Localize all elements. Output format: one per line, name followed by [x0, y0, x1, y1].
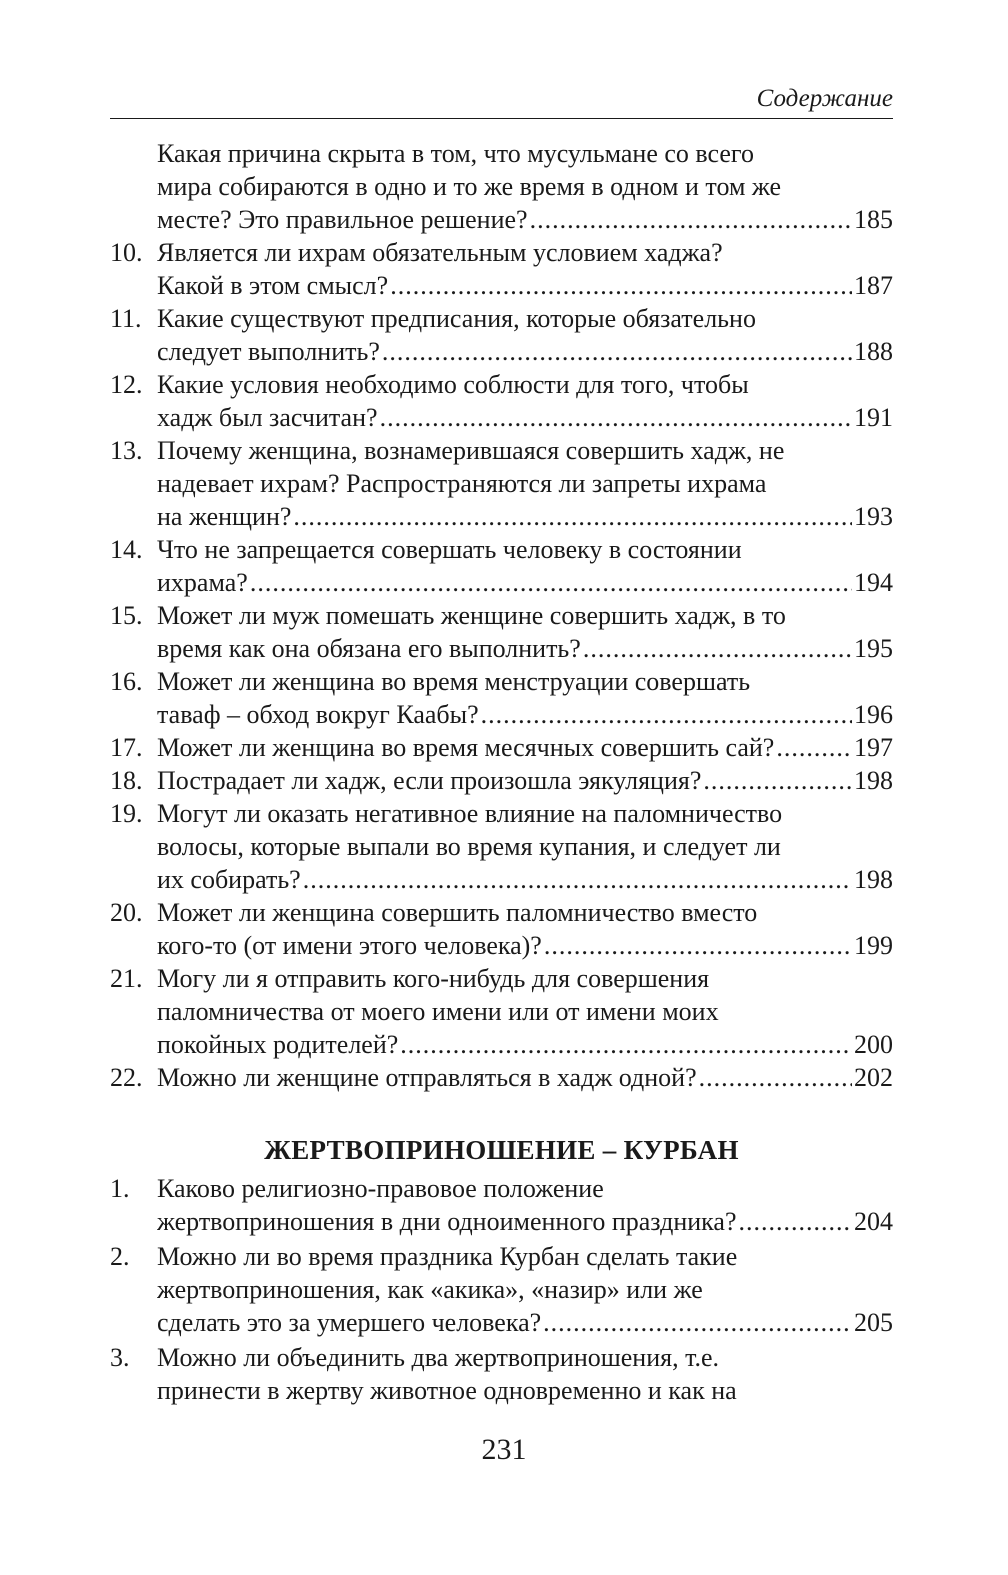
toc-entry-line — [157, 863, 893, 896]
toc-entry-line — [157, 698, 893, 731]
toc-entry-line: Какие условия необходимо соблюсти для того, чтобы — [157, 370, 749, 399]
toc-entry-number: 15. — [110, 601, 143, 630]
toc-entry-number: 3. — [110, 1343, 130, 1372]
toc-entry-number: 21. — [110, 964, 143, 993]
toc-entry-line: Могут ли оказать негативное влияние на паломничество — [157, 799, 783, 828]
toc-entry-number: 14. — [110, 535, 143, 564]
toc-entry-number: 22. — [110, 1063, 143, 1092]
toc-entry-number: 20. — [110, 898, 143, 927]
header-rule — [110, 118, 893, 119]
toc-entry-text: кого-то (от имени этого человека)? — [157, 931, 542, 960]
toc-entry — [110, 1341, 893, 1407]
toc-entry — [110, 236, 893, 302]
toc-entry-text: их собирать? — [157, 865, 301, 894]
toc-entry-line: Какие существуют предписания, которые обязательно — [157, 304, 756, 333]
toc-entry-line — [157, 269, 893, 302]
toc-entry-text: жертвоприношения в дни одноименного праздника? — [157, 1207, 737, 1236]
toc-page-number: 196 — [854, 700, 893, 729]
toc-entry-number: 16. — [110, 667, 143, 696]
toc-entry-line: Можно ли объединить два жертвоприношения, т.е. — [157, 1343, 720, 1372]
toc-entry-text: на женщин? — [157, 502, 292, 531]
toc-entry-line — [157, 401, 893, 434]
toc-page-number: 205 — [854, 1308, 893, 1337]
toc-entry — [110, 1061, 893, 1094]
toc-entry-line: Может ли муж помешать женщине совершить хадж, в то — [157, 601, 786, 630]
dot-leader — [390, 269, 852, 302]
toc-entry-number: 11. — [110, 304, 142, 333]
toc-entry-line: Может ли женщина совершить паломничество вместо — [157, 898, 758, 927]
toc-page-number: 198 — [854, 865, 893, 894]
toc-entry-line: Является ли ихрам обязательным условием хаджа? — [157, 238, 723, 267]
dot-leader — [583, 632, 852, 665]
toc-entry-line: Почему женщина, вознамерившаяся совершить хадж, не — [157, 436, 785, 465]
toc-page-number: 185 — [854, 205, 893, 234]
toc-entry — [110, 764, 893, 797]
section-title: ЖЕРТВОПРИНОШЕНИЕ – КУРБАН — [264, 1135, 739, 1165]
toc-entry-line: Можно ли во время праздника Курбан сделать такие — [157, 1242, 738, 1271]
toc-entry-line: Каково религиозно-правовое положение — [157, 1174, 604, 1203]
toc-entry-line — [157, 203, 893, 236]
toc-entry-text: Какой в этом смысл? — [157, 271, 389, 300]
dot-leader — [380, 401, 852, 434]
toc-entry-text: таваф – обход вокруг Каабы? — [157, 700, 479, 729]
toc-entry-text: Можно ли женщине отправляться в хадж одной? — [157, 1063, 697, 1092]
toc-entry — [110, 599, 893, 665]
toc-entry-line — [157, 632, 893, 665]
toc-entry — [110, 1172, 893, 1238]
toc-entry — [110, 1240, 893, 1339]
toc-entry — [110, 368, 893, 434]
toc-entry-number: 17. — [110, 733, 143, 762]
toc-page-number: 188 — [854, 337, 893, 366]
toc-entry-number: 19. — [110, 799, 143, 828]
toc-entry-line: надевает ихрам? Распространяются ли запреты ихрама — [157, 469, 767, 498]
toc-entry-line — [157, 764, 893, 797]
dot-leader — [543, 1306, 852, 1339]
toc-entry-line: паломничества от моего имени или от имени моих — [157, 997, 719, 1026]
toc-entry-text: ихрама? — [157, 568, 248, 597]
toc-entry-line: Какая причина скрыта в том, что мусульмане со всего — [157, 139, 754, 168]
page-number: 231 — [481, 1433, 527, 1466]
toc-entry-text: Может ли женщина во время месячных совершить сай? — [157, 733, 775, 762]
toc-page-number: 195 — [854, 634, 893, 663]
toc-entry-line — [157, 1061, 893, 1094]
toc-entry-line — [157, 335, 893, 368]
toc-page-number: 193 — [854, 502, 893, 531]
toc-entry-line: мира собираются в одно и то же время в одном и том же — [157, 172, 782, 201]
toc-entry-number: 12. — [110, 370, 143, 399]
toc-page-number: 199 — [854, 931, 893, 960]
toc-entry-text: Пострадает ли хадж, если произошла эякуляция? — [157, 766, 702, 795]
toc-page-number: 198 — [854, 766, 893, 795]
toc-entry — [110, 533, 893, 599]
toc-entry-line — [157, 929, 893, 962]
toc-entry-text: месте? Это правильное решение? — [157, 205, 528, 234]
toc-entry-line — [157, 1205, 893, 1238]
toc-page-number: 187 — [854, 271, 893, 300]
toc-page-number: 204 — [854, 1207, 893, 1236]
toc-entry — [110, 137, 893, 236]
dot-leader — [382, 335, 852, 368]
toc-entry-line — [157, 500, 893, 533]
toc-entry-line: жертвоприношения, как «акика», «назир» или же — [157, 1275, 703, 1304]
toc-page-number: 200 — [854, 1030, 893, 1059]
toc-entry — [110, 665, 893, 731]
toc-page-number: 194 — [854, 568, 893, 597]
toc-entry-line: волосы, которые выпали во время купания, и следует ли — [157, 832, 781, 861]
dot-leader — [303, 863, 852, 896]
toc-entry-line — [157, 731, 893, 764]
toc-entry-text: сделать это за умершего человека? — [157, 1308, 542, 1337]
dot-leader — [544, 929, 852, 962]
toc-entry-line — [157, 1028, 893, 1061]
dot-leader — [293, 500, 852, 533]
toc-entry-line: принести в жертву животное одновременно и как на — [157, 1376, 737, 1405]
toc-entry-number: 13. — [110, 436, 143, 465]
running-header: Содержание — [756, 85, 893, 112]
toc-entry-text: следует выполнить? — [157, 337, 380, 366]
toc-entry-line — [157, 1306, 893, 1339]
dot-leader — [400, 1028, 852, 1061]
toc-page-number: 191 — [854, 403, 893, 432]
dot-leader — [530, 203, 852, 236]
toc-entry — [110, 434, 893, 533]
dot-leader — [699, 1061, 852, 1094]
toc-entry — [110, 302, 893, 368]
toc-entry-text: хадж был засчитан? — [157, 403, 378, 432]
toc-entry-number: 2. — [110, 1242, 130, 1271]
toc-entry — [110, 731, 893, 764]
toc-entry-line: Могу ли я отправить кого-нибудь для совершения — [157, 964, 710, 993]
toc-entry-line — [157, 566, 893, 599]
toc-entry-text: время как она обязана его выполнить? — [157, 634, 581, 663]
toc-entry-number: 1. — [110, 1174, 130, 1203]
dot-leader — [250, 566, 852, 599]
toc-entry-text: покойных родителей? — [157, 1030, 399, 1059]
toc-entry — [110, 896, 893, 962]
toc-entry-number: 18. — [110, 766, 143, 795]
toc-entry — [110, 797, 893, 896]
toc-entry — [110, 962, 893, 1061]
toc-entry-number: 10. — [110, 238, 143, 267]
toc-page-number: 197 — [854, 733, 893, 762]
dot-leader — [738, 1205, 852, 1238]
toc-page-number: 202 — [854, 1063, 893, 1092]
toc-entry-line: Что не запрещается совершать человеку в состоянии — [157, 535, 742, 564]
dot-leader — [481, 698, 852, 731]
dot-leader — [703, 764, 852, 797]
dot-leader — [776, 731, 852, 764]
toc-entry-line: Может ли женщина во время менструации совершать — [157, 667, 751, 696]
